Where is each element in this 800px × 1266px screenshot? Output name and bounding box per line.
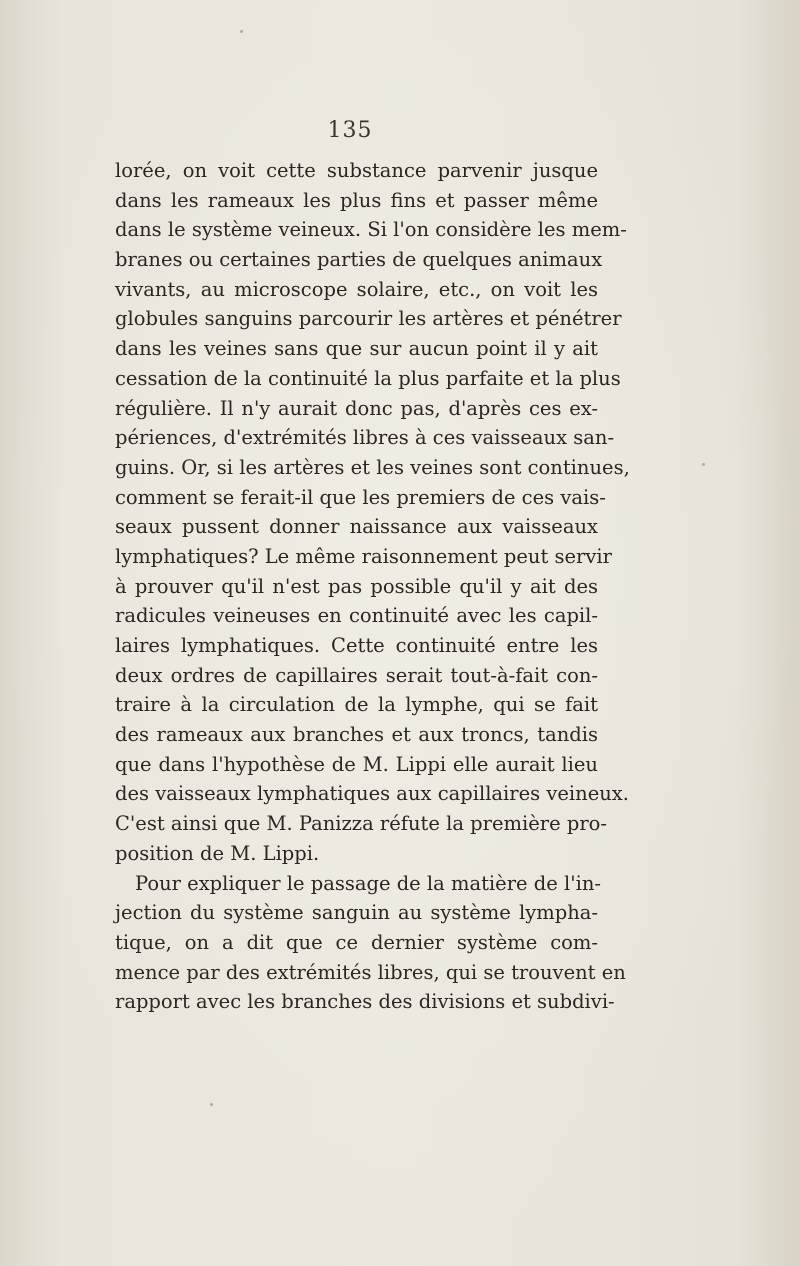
text-line: lymphatiques? Le même raisonnement peut servir	[115, 544, 612, 568]
body-text	[115, 156, 630, 1017]
text-line: mence par des extrémités libres, qui se trouvent en	[115, 960, 626, 984]
text-line: Pour expliquer le passage de la matière de l'in-	[135, 871, 601, 895]
text-line: comment se ferait-il que les premiers de ces vais-	[115, 485, 606, 509]
text-line: branes ou certaines parties de quelques animaux	[115, 248, 603, 272]
text-line: des rameaux aux branches et aux troncs, tandis	[115, 723, 598, 747]
paper-speck	[702, 463, 705, 466]
text-line: radicules veineuses en continuité avec les capil-	[115, 604, 598, 628]
text-line: vivants, au microscope solaire, etc., on voit les	[115, 277, 598, 301]
paragraph-1	[115, 156, 630, 869]
text-line: à prouver qu'il n'est pas possible qu'il y ait des	[115, 574, 598, 598]
text-line: rapport avec les branches des divisions et subdivi-	[115, 990, 615, 1014]
text-line: lorée, on voit cette substance parvenir jusque	[115, 159, 598, 182]
text-line: jection du système sanguin au système lympha-	[115, 901, 598, 925]
text-line: régulière. Il n'y aurait donc pas, d'après ces ex-	[115, 396, 598, 420]
paper-speck	[240, 30, 243, 33]
paper-speck	[210, 1103, 213, 1106]
text-line: périences, d'extrémités libres à ces vaisseaux san-	[115, 426, 615, 450]
text-line: laires lymphatiques. Cette continuité entre les	[115, 634, 598, 657]
text-line: globules sanguins parcourir les artères et pénétrer	[115, 307, 622, 331]
paragraph-2	[115, 869, 626, 1017]
text-line: position de M. Lippi.	[115, 841, 320, 865]
text-line: dans le système veineux. Si l'on considère les mem-	[115, 218, 627, 242]
text-line: des vaisseaux lymphatiques aux capillaires veineux.	[115, 782, 630, 806]
text-line: dans les rameaux les plus fins et passer même	[115, 188, 598, 212]
text-line: que dans l'hypothèse de M. Lippi elle aurait lieu	[115, 752, 598, 776]
text-line: traire à la circulation de la lymphe, qui se fait	[115, 693, 598, 717]
page-number: 135	[327, 118, 373, 143]
text-line: seaux pussent donner naissance aux vaisseaux	[115, 515, 598, 539]
text-line: dans les veines sans que sur aucun point il y ait	[115, 337, 598, 361]
text-line: deux ordres de capillaires serait tout-à-fait con-	[115, 663, 598, 687]
text-line: guins. Or, si les artères et les veines sont continues,	[115, 455, 630, 479]
text-line: cessation de la continuité la plus parfaite et la plus	[115, 366, 621, 390]
text-line: C'est ainsi que M. Panizza réfute la première pro-	[115, 812, 607, 836]
text-line: tique, on a dit que ce dernier système com-	[115, 930, 598, 954]
